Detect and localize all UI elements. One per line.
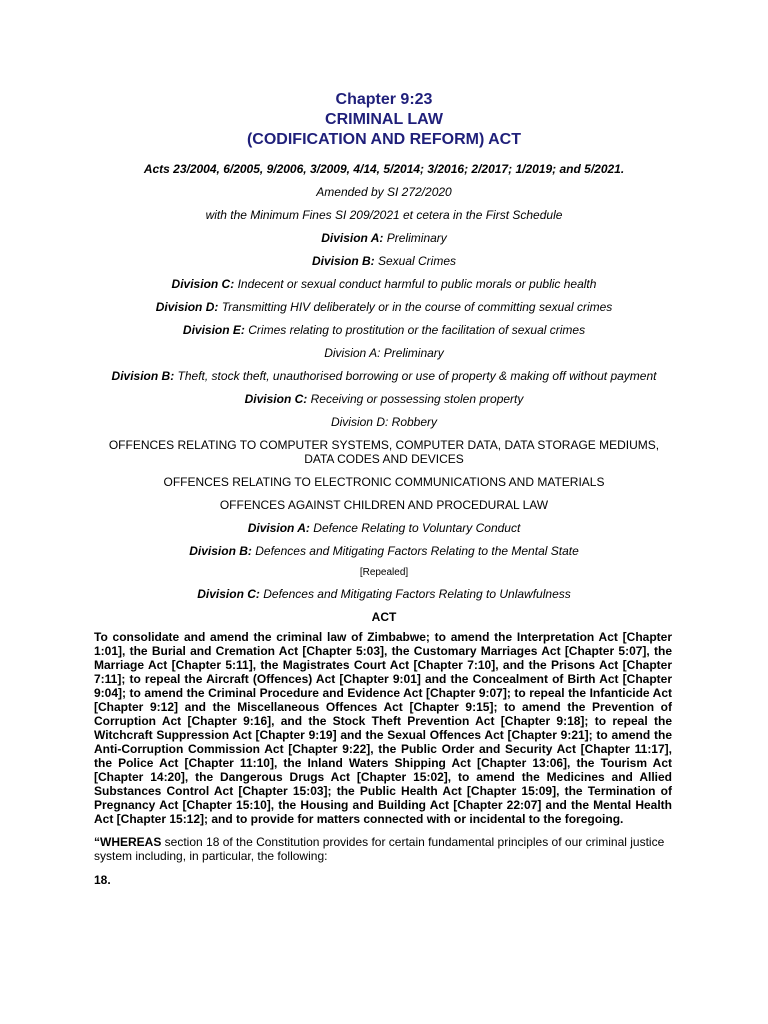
defence-division-a: Division A: Defence Relating to Voluntary Conduct	[247, 521, 521, 535]
long-title-paragraph: To consolidate and amend the criminal law of Zimbabwe; to amend the Interpretation Act [Chapter 1:01], the Burial and Cremation Act [Chapter 5:03], the Customary Marriages Act [Chapter 5:07], the Marriage Act [Chapter 5:11], the Magistrates Court Act [Chapter 7:10], and the Prisons Act [Chapter 7:11]; to repeal the Aircraft (Offences) Act [Chapter 9:01] and the Concealment of Birth Act [Chapter 9:04]; to amend the Criminal Procedure and Evidence Act [Chapter 9:07]; to repeal the Infanticide Act [Chapter 9:12] and the Miscellaneous Offences Act [Chapter 9:15]; to amend the Prevention of Corruption Act [Chapter 9:16], and the Stock Theft Prevention Act [Chapter 9:18]; to repeal the Witchcraft Suppression Act [Chapter 9:19] and the Sexual Offences Act [Chapter 9:21]; to amend the Anti-Corruption Commission Act [Chapter 9:22], the Public Order and Security Act [Chapter 11:17], the Police Act [Chapter 11:10], the Inland Waters Shipping Act [Chapter 13:06], the Tourism Act [Chapter 14:20], the Dangerous Drugs Act [Chapter 15:02], to amend the Medicines and Allied Substances Control Act [Chapter 15:03]; the Public Health Act [Chapter 15:09], the Termination of Pregnancy Act [Chapter 15:10], the Housing and Building Act [Chapter 22:07] and the Mental Health Act [Chapter 15:12]; and to provide for matters connected with or incidental to the foregoing.	[94, 630, 672, 826]
minimum-fines-note: with the Minimum Fines SI 209/2021 et cetera in the First Schedule	[205, 208, 563, 222]
toc-division-b: Division B: Sexual Crimes	[311, 254, 457, 268]
act-title-line-2: (CODIFICATION AND REFORM) ACT	[246, 131, 522, 148]
toc-division-a: Division A: Preliminary	[321, 231, 447, 245]
offences-electronic-heading: OFFENCES RELATING TO ELECTRONIC COMMUNICATIONS AND MATERIALS	[163, 475, 605, 489]
repealed-note: [Repealed]	[359, 567, 409, 578]
toc-property-division-b: Division B: Theft, stock theft, unauthorised borrowing or use of property & making off without payment	[111, 369, 657, 383]
offences-computer-heading: OFFENCES RELATING TO COMPUTER SYSTEMS, COMPUTER DATA, DATA STORAGE MEDIUMS, DATA CODES AND DEVICES	[108, 438, 660, 466]
toc-property-division-a: Division A: Preliminary	[324, 346, 444, 360]
act-title-line-1: CRIMINAL LAW	[325, 111, 443, 128]
toc-property-division-c: Division C: Receiving or possessing stolen property	[244, 392, 524, 406]
offences-children-heading: OFFENCES AGAINST CHILDREN AND PROCEDURAL LAW	[219, 498, 549, 512]
amending-acts: Acts 23/2004, 6/2005, 9/2006, 3/2009, 4/14, 5/2014; 3/2016; 2/2017; 1/2019; and 5/2021.	[143, 162, 625, 176]
toc-division-e: Division E: Crimes relating to prostitution or the facilitation of sexual crimes	[182, 323, 586, 337]
section-number: 18.	[94, 873, 111, 887]
toc-division-c: Division C: Indecent or sexual conduct harmful to public morals or public health	[171, 277, 597, 291]
act-heading: ACT	[371, 610, 397, 624]
chapter-number: Chapter 9:23	[335, 91, 433, 108]
defence-division-b: Division B: Defences and Mitigating Factors Relating to the Mental State	[189, 544, 579, 558]
toc-division-d: Division D: Transmitting HIV deliberately or in the course of committing sexual crimes	[155, 300, 613, 314]
toc-property-division-d: Division D: Robbery	[330, 415, 438, 429]
defence-division-c: Division C: Defences and Mitigating Factors Relating to Unlawfulness	[197, 587, 571, 601]
whereas-paragraph: “WHEREAS section 18 of the Constitution provides for certain fundamental principles of our criminal justice system including, in particular, the following:	[94, 835, 665, 863]
amended-by: Amended by SI 272/2020	[316, 185, 452, 199]
